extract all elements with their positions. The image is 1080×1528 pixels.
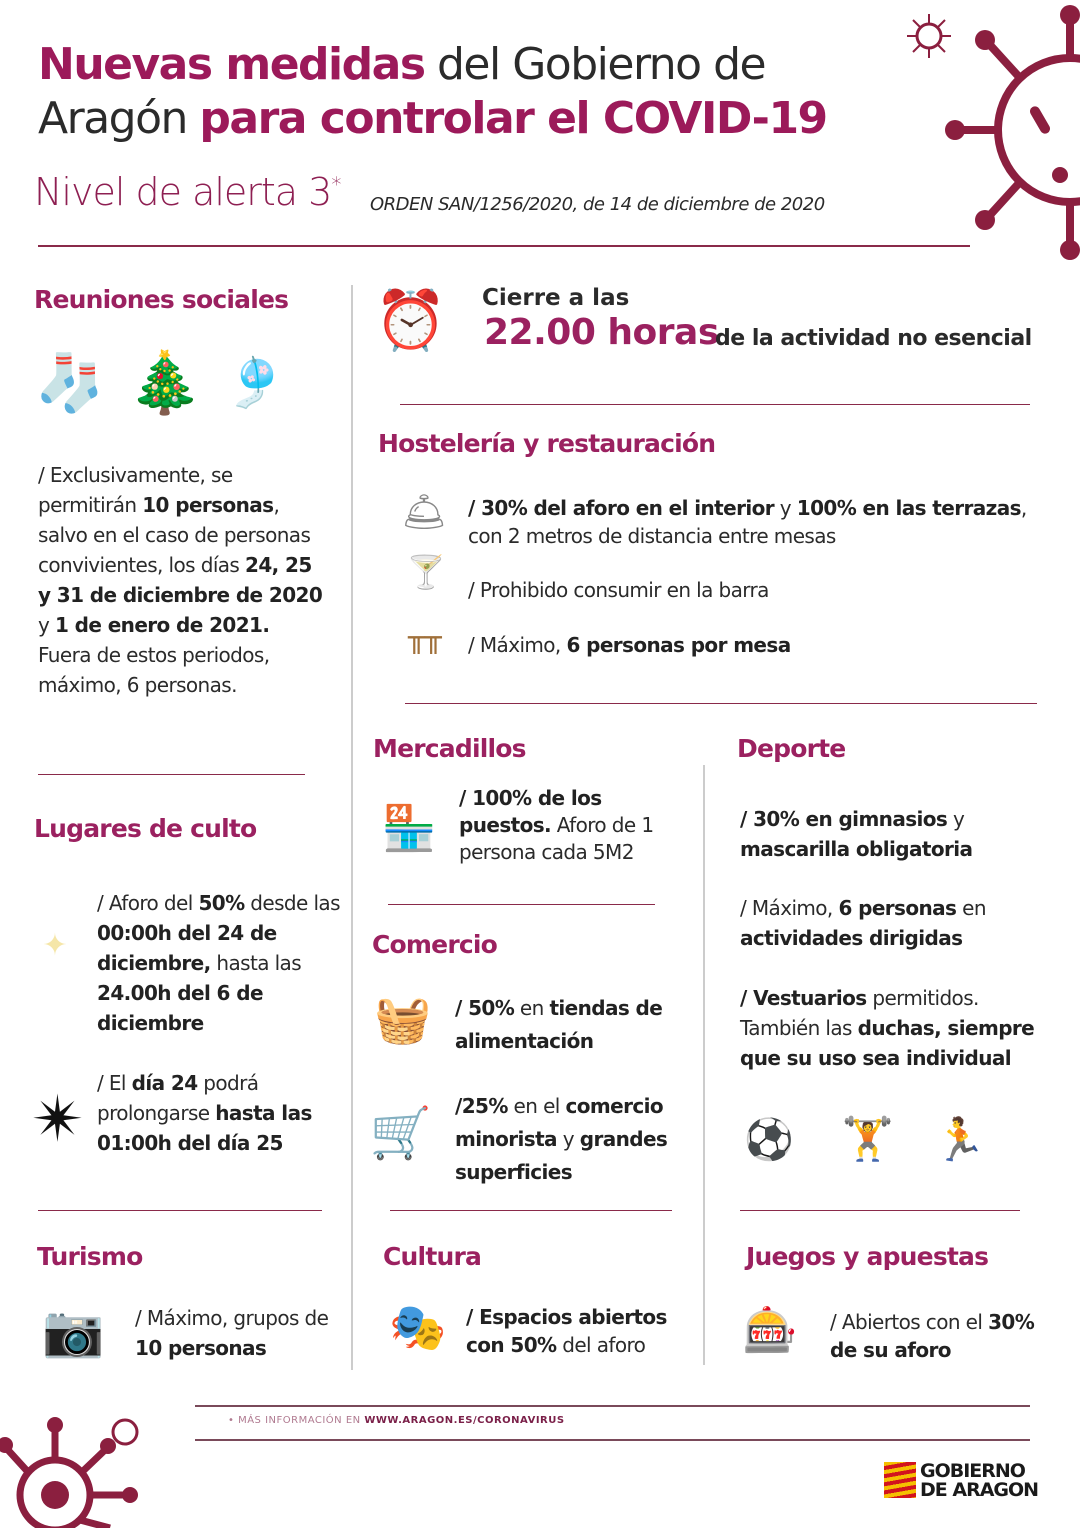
title-line-1 <box>38 38 765 92</box>
text: en el <box>507 1094 566 1118</box>
more-info: • MÁS INFORMACIÓN EN WWW.ARAGON.ES/CORONAVIRUS <box>228 1415 565 1426</box>
deporte-item-2 <box>740 893 1060 953</box>
bold-text: 10 personas <box>135 1336 267 1360</box>
bold-text: comercio minorista <box>455 1094 664 1151</box>
runner-icon: 🏃 <box>933 1115 987 1164</box>
shopping-cart-icon: 🛒 <box>369 1103 433 1162</box>
text: permitidos. También las <box>740 986 979 1040</box>
cultura-text <box>466 1303 696 1359</box>
bold-text: 00:00h del 24 de diciembre, <box>97 921 277 975</box>
bold-text: para controlar el COVID-19 <box>199 93 827 144</box>
reuniones-text <box>38 460 323 700</box>
alarm-clock-icon: ⏰ <box>374 286 448 354</box>
text: y <box>947 807 965 831</box>
text: , salvo en el caso de personas convivientes, los días <box>38 493 311 577</box>
turismo-text <box>135 1303 335 1363</box>
divider <box>38 1210 322 1211</box>
culto-item-1 <box>97 888 347 1038</box>
casino-chips-icon: 🎰 <box>742 1305 798 1356</box>
text: del Gobierno de <box>424 39 766 90</box>
more-info-label: MÁS INFORMACIÓN EN <box>238 1415 365 1426</box>
bold-text: /25% <box>455 1094 508 1118</box>
virus-decoration-icon <box>940 0 1080 260</box>
bold-text: día 24 <box>131 1071 198 1095</box>
section-title-cultura: Cultura <box>383 1242 482 1271</box>
section-title-culto: Lugares de culto <box>34 814 257 843</box>
header-divider <box>38 245 970 247</box>
hosteleria-item-1 <box>468 494 1028 550</box>
mercadillos-text <box>459 785 679 866</box>
section-title-comercio: Comercio <box>372 930 498 959</box>
bold-text: / 30% en gimnasios <box>740 807 948 831</box>
virus-decoration-bottom-icon <box>0 1410 150 1528</box>
text: y <box>38 613 55 637</box>
weightlifter-icon: 🏋 <box>841 1114 895 1163</box>
cloche-icon: 🛎 <box>401 492 447 533</box>
order-reference: ORDEN SAN/1256/2020, de 14 de diciembre de 2020 <box>370 194 825 215</box>
christmas-tree-icon: 🎄 <box>127 348 203 418</box>
text: / Máximo, <box>740 896 839 920</box>
bold-text: 1 de enero de 2021. <box>55 613 270 637</box>
alert-level <box>34 170 340 214</box>
soccer-ball-icon: ⚽ <box>744 1116 794 1163</box>
divider <box>400 404 1030 405</box>
bold-text: Nuevas medidas <box>38 39 425 90</box>
juegos-text <box>830 1308 1050 1364</box>
deporte-item-3 <box>740 983 1060 1073</box>
text: / Máximo, <box>468 633 567 657</box>
text: Fuera de estos periodos, máximo, 6 personas. <box>38 643 270 697</box>
bold-text: tiendas de alimentación <box>455 996 663 1053</box>
divider <box>740 1210 1020 1211</box>
divider <box>388 904 655 905</box>
text: en <box>514 996 550 1020</box>
logo-line-2: DE ARAGON <box>920 1479 1039 1501</box>
alert-footnote-mark: * <box>331 172 341 197</box>
section-title-juegos: Juegos y apuestas <box>746 1242 989 1271</box>
bold-text: hasta las 01:00h del día 25 <box>97 1101 312 1155</box>
cierre-suffix: de la actividad no esencial <box>715 326 1032 351</box>
bold-text: 50% <box>198 891 245 915</box>
theater-masks-icon: 🎭 <box>389 1300 447 1354</box>
section-title-mercadillos: Mercadillos <box>373 734 526 763</box>
bold-text: / Espacios abiertos con 50% <box>466 1305 667 1357</box>
comercio-item-2 <box>455 1090 695 1189</box>
bold-text: / 30% del aforo en el interior <box>468 496 774 520</box>
logo-line-1: GOBIERNO <box>920 1460 1025 1482</box>
culto-item-2 <box>97 1068 342 1158</box>
bold-text: 24, 25 y 31 de diciembre de 2020 <box>38 553 323 607</box>
text: hasta las <box>210 951 302 975</box>
stocking-icon: 🧦 <box>35 350 105 416</box>
text: / Aforo del <box>97 891 199 915</box>
bold-text: actividades dirigidas <box>740 926 963 950</box>
alert-level-text: Nivel de alerta 3 <box>34 170 332 214</box>
bold-text: 24.00h del 6 de diciembre <box>97 981 263 1035</box>
hosteleria-item-2 <box>468 575 1028 605</box>
section-title-hosteleria: Hostelería y restauración <box>378 429 716 458</box>
table-chairs-icon: ╥╥ <box>408 621 442 654</box>
bold-text: 6 personas <box>838 896 957 920</box>
column-divider <box>703 765 705 1365</box>
text: / Máximo, grupos de <box>135 1306 329 1330</box>
divider <box>390 1210 672 1211</box>
cocktail-icon: 🍸 <box>406 553 446 591</box>
bold-text: / Vestuarios <box>740 986 867 1010</box>
footer-divider <box>195 1439 1030 1441</box>
text: / Prohibido consumir en la barra <box>468 578 769 602</box>
title-line-2 <box>38 92 827 146</box>
divider <box>38 774 305 775</box>
ornaments-icon: 🎐 <box>225 355 285 411</box>
bold-text: grandes superficies <box>455 1127 668 1184</box>
text: Aragón <box>38 93 200 144</box>
text: / El <box>97 1071 132 1095</box>
divider <box>405 703 1037 704</box>
footer-divider <box>195 1405 1030 1407</box>
text: en <box>956 896 986 920</box>
gobierno-aragon-logo <box>920 1462 1038 1500</box>
text: / Abiertos con el <box>830 1310 989 1334</box>
grocery-basket-icon: 🧺 <box>374 991 432 1046</box>
bold-text: / 50% <box>455 996 515 1020</box>
deporte-item-1 <box>740 804 1060 864</box>
camera-icon: 📷 <box>42 1301 105 1360</box>
text: del aforo <box>556 1333 646 1357</box>
sparkle-icon: ✦ <box>42 927 68 963</box>
section-title-deporte: Deporte <box>737 734 846 763</box>
bold-text: / 100% de los puestos. <box>459 786 602 837</box>
bold-text: 6 personas por mesa <box>566 633 791 657</box>
text: , con 2 metros de distancia entre mesas <box>468 496 1027 548</box>
star-icon: ✴ <box>31 1083 85 1157</box>
text: y <box>556 1127 580 1151</box>
comercio-item-1 <box>455 992 695 1058</box>
bold-text: 30% de su aforo <box>830 1310 1035 1362</box>
section-title-turismo: Turismo <box>37 1242 143 1271</box>
bold-text: 10 personas <box>142 493 274 517</box>
text: podrá prolongarse <box>97 1071 259 1125</box>
bold-text: mascarilla obligatoria <box>740 837 973 861</box>
virus-small-icon <box>905 12 953 60</box>
bold-text: duchas, siempre que su uso sea individual <box>740 1016 1035 1070</box>
aragon-flag-logo-icon <box>884 1462 916 1498</box>
text: / Exclusivamente, se permitirán <box>38 463 233 517</box>
bold-text: 100% en las terrazas <box>796 496 1021 520</box>
more-info-link[interactable]: WWW.ARAGON.ES/CORONAVIRUS <box>364 1415 565 1426</box>
section-title-reuniones: Reuniones sociales <box>34 285 289 314</box>
column-divider <box>351 285 353 1370</box>
text: desde las <box>244 891 340 915</box>
cierre-label: Cierre a las <box>482 285 630 311</box>
cierre-time: 22.00 horas <box>484 312 719 353</box>
hosteleria-item-3 <box>468 630 1028 660</box>
text: Aforo de 1 persona cada 5M2 <box>459 813 654 864</box>
text: y <box>774 496 797 520</box>
market-stall-icon: 🏪 <box>381 802 437 854</box>
